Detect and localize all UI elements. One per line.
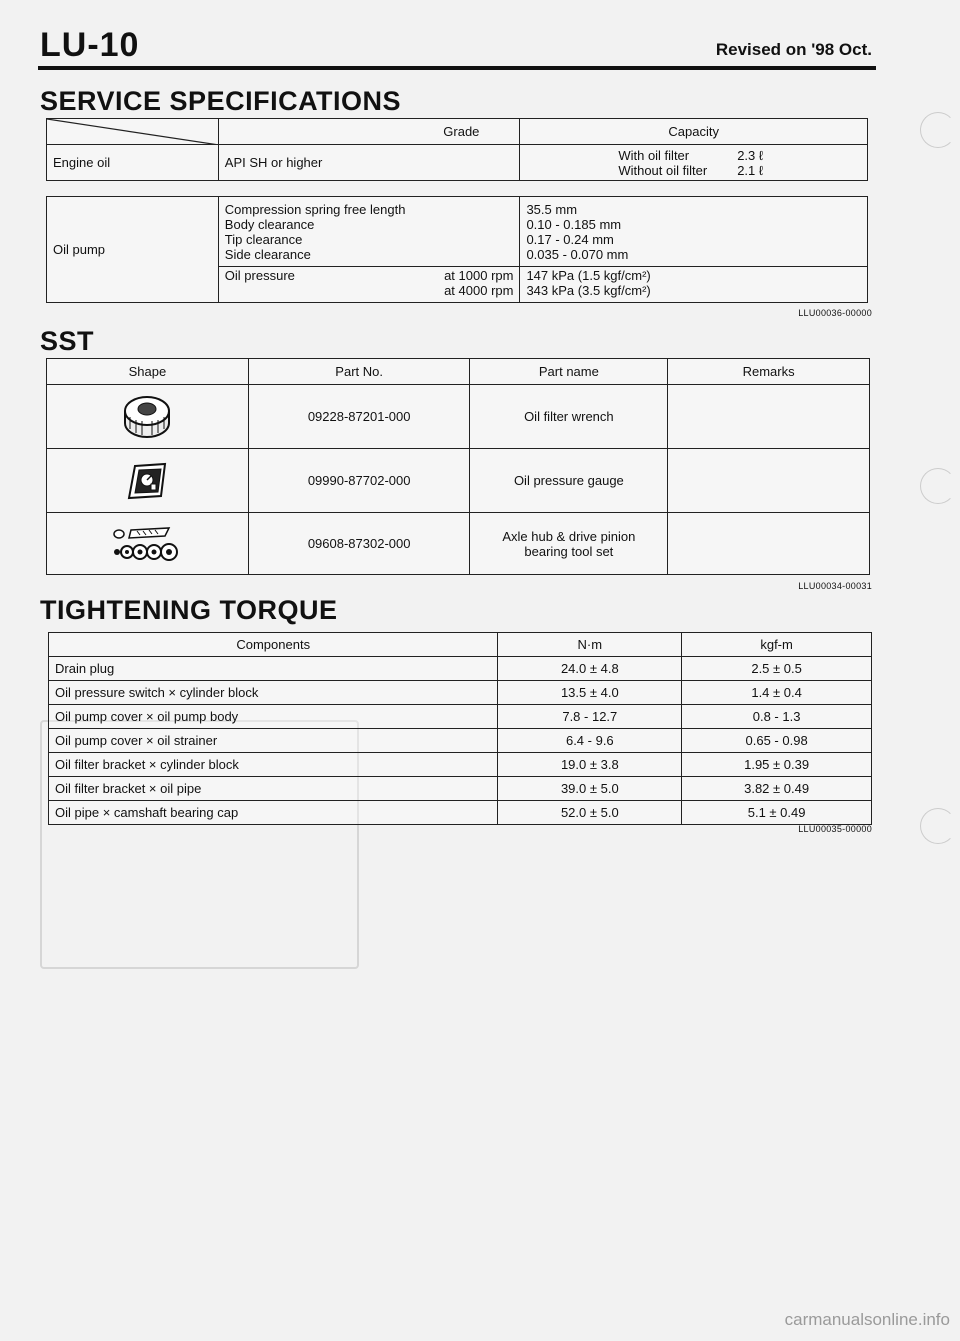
torque-component: Oil filter bracket × oil pipe [49, 777, 498, 801]
torque-kgfm: 0.8 - 1.3 [682, 705, 872, 729]
section-title-torque: TIGHTENING TORQUE [40, 595, 338, 625]
torque-component: Drain plug [49, 657, 498, 681]
watermark: carmanualsonline.info [784, 1310, 950, 1329]
binder-hole [920, 808, 956, 844]
table-row [49, 657, 872, 681]
engine-oil-label: Engine oil [47, 145, 219, 181]
sst-shape-cell [47, 513, 249, 575]
capacity-header: Capacity [520, 119, 868, 145]
sst-part-name: Oil filter wrench [470, 385, 668, 449]
header-rule [38, 66, 876, 70]
oil-pressure-cell [218, 267, 520, 303]
spec-value: 35.5 mm [526, 201, 578, 217]
oil-pressure-gauge-icon [125, 462, 169, 500]
figure-code: LLU00034-00031 [798, 581, 872, 591]
spec-value: 0.035 - 0.070 mm [526, 246, 629, 262]
table-row [49, 753, 872, 777]
sst-remarks [668, 385, 870, 449]
torque-kgfm: 1.4 ± 0.4 [682, 681, 872, 705]
oil-filter-wrench-icon [120, 393, 174, 441]
bearing-tool-set-icon [107, 524, 187, 564]
engine-oil-capacity [520, 145, 868, 181]
table-row [49, 705, 872, 729]
sst-remarks [668, 449, 870, 513]
oil-pump-item-values [520, 197, 868, 267]
table-row [49, 777, 872, 801]
oil-pump-spec-table [46, 196, 868, 303]
table-row [49, 729, 872, 753]
sst-part-no: 09608-87302-000 [248, 513, 470, 575]
spec-value: 0.10 - 0.185 mm [526, 216, 622, 232]
torque-header-nm: N·m [498, 633, 682, 657]
torque-nm: 52.0 ± 5.0 [498, 801, 682, 825]
table-row [49, 801, 872, 825]
torque-kgfm: 5.1 ± 0.49 [682, 801, 872, 825]
torque-component: Oil pressure switch × cylinder block [49, 681, 498, 705]
torque-kgfm: 3.82 ± 0.49 [682, 777, 872, 801]
with-filter-value: 2.3 ℓ [737, 147, 764, 163]
pressure-value: 147 kPa (1.5 kgf/cm²) [526, 268, 651, 283]
with-filter-label: With oil filter [618, 147, 690, 163]
torque-table [48, 632, 872, 825]
sst-part-no: 09228-87201-000 [248, 385, 470, 449]
sst-header-remarks: Remarks [668, 359, 870, 385]
binder-hole [920, 468, 956, 504]
figure-code: LLU00036-00000 [798, 308, 872, 318]
oil-pump-item-names [218, 197, 520, 267]
rpm-label: at 1000 rpm [444, 268, 514, 283]
spec-name: Body clearance [224, 216, 315, 232]
engine-oil-spec-table [46, 118, 868, 181]
sst-part-no: 09990-87702-000 [248, 449, 470, 513]
oil-pump-label: Oil pump [47, 197, 219, 303]
rpm-label: at 4000 rpm [444, 283, 514, 298]
torque-component: Oil pipe × camshaft bearing cap [49, 801, 498, 825]
spec-name: Side clearance [224, 246, 311, 262]
without-filter-label: Without oil filter [618, 162, 708, 178]
diagonal-header-cell [47, 119, 219, 145]
sst-table [46, 358, 870, 575]
spec-name: Compression spring free length [224, 201, 406, 217]
oil-pressure-values [520, 267, 868, 303]
torque-component: Oil pump cover × oil strainer [49, 729, 498, 753]
section-title-service-specs: SERVICE SPECIFICATIONS [40, 86, 402, 116]
sst-remarks [668, 513, 870, 575]
torque-nm: 6.4 - 9.6 [498, 729, 682, 753]
sst-part-name-line: bearing tool set [524, 543, 614, 559]
torque-kgfm: 1.95 ± 0.39 [682, 753, 872, 777]
engine-oil-grade: API SH or higher [218, 145, 520, 181]
torque-nm: 24.0 ± 4.8 [498, 657, 682, 681]
spec-value: 0.17 - 0.24 mm [526, 231, 614, 247]
binder-hole [920, 112, 956, 148]
torque-kgfm: 2.5 ± 0.5 [682, 657, 872, 681]
section-title-sst: SST [40, 326, 95, 356]
torque-kgfm: 0.65 - 0.98 [682, 729, 872, 753]
sst-header-shape: Shape [47, 359, 249, 385]
sst-header-part-no: Part No. [248, 359, 470, 385]
torque-header-kgfm: kgf-m [682, 633, 872, 657]
torque-component: Oil filter bracket × cylinder block [49, 753, 498, 777]
sst-part-name: Oil pressure gauge [470, 449, 668, 513]
pressure-value: 343 kPa (3.5 kgf/cm²) [526, 283, 651, 298]
torque-nm: 19.0 ± 3.8 [498, 753, 682, 777]
torque-nm: 7.8 - 12.7 [498, 705, 682, 729]
table-row [49, 681, 872, 705]
sst-shape-cell [47, 449, 249, 513]
figure-code: LLU00035-00000 [798, 824, 872, 834]
spec-name: Tip clearance [224, 231, 303, 247]
torque-component: Oil pump cover × oil pump body [49, 705, 498, 729]
revision-note: Revised on '98 Oct. [715, 40, 872, 59]
grade-header: Grade [218, 119, 520, 145]
torque-nm: 39.0 ± 5.0 [498, 777, 682, 801]
sst-header-part-name: Part name [470, 359, 668, 385]
sst-shape-cell [47, 385, 249, 449]
without-filter-value: 2.1 ℓ [737, 162, 764, 178]
torque-nm: 13.5 ± 4.0 [498, 681, 682, 705]
sst-part-name-line: Axle hub & drive pinion [502, 528, 636, 544]
sst-part-name [470, 513, 668, 575]
page-code: LU-10 [40, 26, 140, 64]
torque-header-components: Components [49, 633, 498, 657]
oil-pressure-label: Oil pressure [224, 268, 295, 283]
